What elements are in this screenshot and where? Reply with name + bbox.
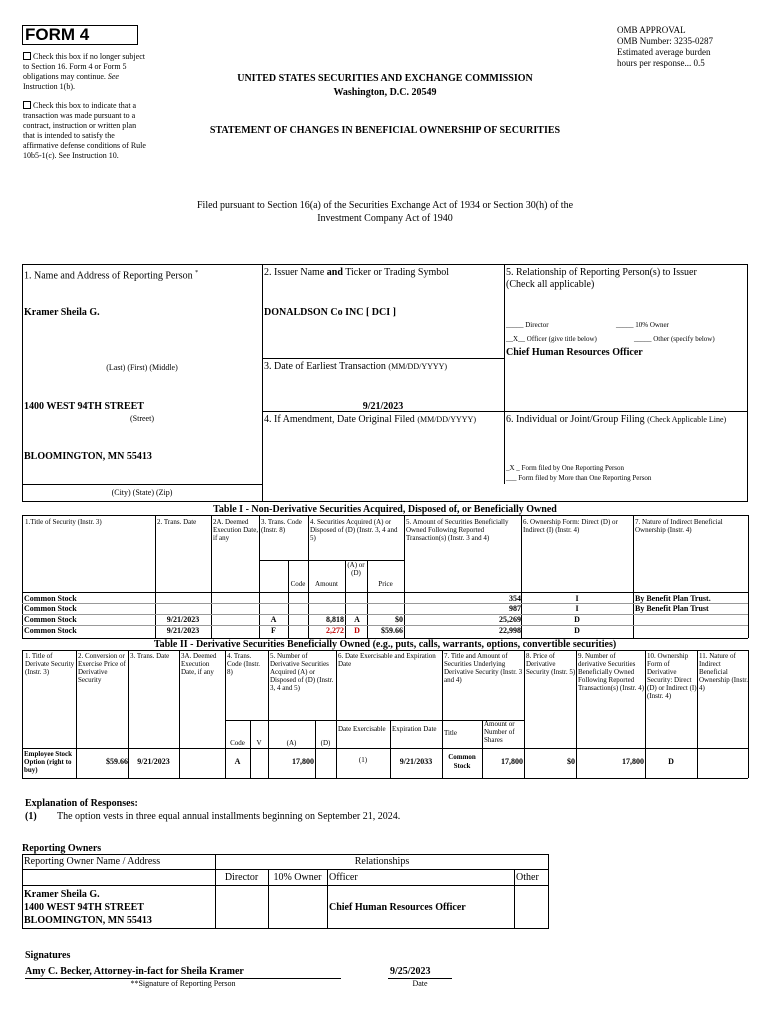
form-title: FORM 4 [25,25,90,44]
table-row [22,625,748,636]
t1-cell-form: I [575,594,579,603]
reporting-street: 1400 WEST 94TH STREET [24,401,144,412]
t1-col-owned: 5. Amount of Securities Beneficially Owned Following Reported Transaction(s) (Instr. 3 and 4) [406,518,509,542]
relationship-label: 5. Relationship of Reporting Person(s) to Issuer (Check all applicable) [506,267,697,290]
rel-10pct-owner: _____ 10% Owner [616,321,669,329]
explanation-title: Explanation of Responses: [25,798,138,809]
street-label: (Street) [130,414,154,423]
rel-officer: __X__ Officer (give title below) [506,335,597,343]
t1-sub-price: Price [378,580,393,588]
t1-col-deemed: 2A. Deemed Execution Date, if any [213,518,259,542]
t2-sub-d: (D) [320,739,331,747]
t1-cell-owned: 22,998 [499,626,521,635]
t2-sub-expiration: Expiration Date [392,725,437,733]
t1-col-acquired: 4. Securities Acquired (A) or Disposed of (D) (Instr. 3, 4 and 5) [310,518,398,542]
signer-name: Amy C. Becker, Attorney-in-fact for Sheila Kramer [25,966,244,977]
t1-cell-amount: 8,818 [326,615,344,624]
table-row [22,614,748,625]
t2-row-deriv-price: $0 [567,757,575,766]
officer-title: Chief Human Resources Officer [506,347,643,358]
t2-sub-v: V [256,739,262,747]
amendment-label: 4. If Amendment, Date Original Filed (MM/DD/YYYY) [264,414,476,425]
t2-col-underlying: 7. Title and Amount of Securities Underlying Derivative Security (Instr. 3 and 4) [444,652,523,684]
t2-col-code: 4. Trans. Code (Instr. 8) [227,652,261,676]
signatures-title: Signatures [25,950,71,961]
t1-cell-nature: By Benefit Plan Trust [635,604,709,613]
t1-cell-code: F [271,626,276,635]
rel-other: _____ Other (specify below) [634,335,715,343]
filing-more-persons: ___ Form filed by More than One Reporting Person [506,474,652,482]
t1-cell-form: I [575,604,579,613]
section16-checkbox[interactable] [23,52,31,60]
table1-title: Table I - Non-Derivative Securities Acquired, Disposed of, or Beneficially Owned [213,504,557,515]
city-label: (City) (State) (Zip) [111,488,173,497]
rule10b5-checkbox-text: Check this box to indicate that a transaction was made pursuant to a contract, instruction or written plan that is intended to satisfy the affirmative defense conditions of Rule 10b5-1(c). See Instruction 10. [23,101,146,160]
issuer-label: 2. Issuer Name and Ticker or Trading Symbol [264,267,450,278]
t1-cell-title: Common Stock [24,626,77,635]
t1-cell-title: Common Stock [24,604,77,613]
t2-col-deemed: 3A. Deemed Execution Date, if any [181,652,217,676]
t1-col-date: 2. Trans. Date [157,518,197,526]
t2-row-a: 17,800 [292,757,314,766]
t1-cell-form: D [574,615,580,624]
filing-label: 6. Individual or Joint/Group Filing (Check Applicable Line) [506,414,727,425]
t2-row-exercisable: (1) [358,756,368,764]
owners-col-director: Director [224,872,259,883]
issuer-name: DONALDSON Co INC [ DCI ] [264,307,396,318]
t2-col-exercisable: 6. Date Exercisable and Expiration Date [338,652,436,668]
t2-col-conversion: 2. Conversion or Exercise Price of Derivative Security [78,652,126,684]
rule10b5-checkbox[interactable] [23,101,31,109]
section16-checkbox-text: Check this box if no longer subject to Section 16. Form 4 or Form 5 obligations may continue. See Instruction 1(b). [23,52,145,91]
table2-title: Table II - Derivative Securities Beneficially Owned (e.g., puts, calls, warrants, options, convertible securities) [153,639,617,650]
t1-sub-amount: Amount [315,580,338,588]
earliest-date-label: 3. Date of Earliest Transaction (MM/DD/YYYY) [264,361,448,372]
owner-officer-title: Chief Human Resources Officer [329,902,466,913]
t2-col-price: 8. Price of Derivative Security (Instr. 5) [526,652,576,676]
agency-name: UNITED STATES SECURITIES AND EXCHANGE COMMISSION [237,73,533,84]
earliest-date: 9/21/2023 [362,401,404,412]
t2-sub-exercisable: Date Exercisable [338,725,386,733]
omb-approval: OMB APPROVAL OMB Number: 3235-0287 Estimated average burden hours per response... 0.5 [617,25,713,68]
t1-cell-nature: By Benefit Plan Trust. [635,594,711,603]
t1-cell-price: $0 [395,615,403,624]
t2-row-owned: 17,800 [622,757,644,766]
filed-pursuant: Filed pursuant to Section 16(a) of the Securities Exchange Act of 1934 or Section 30(h) of the Investment Company Act of 1940 [196,200,574,224]
reporting-info-grid [22,264,748,502]
t1-cell-date: 9/21/2023 [166,615,200,624]
t1-col-nature: 7. Nature of Indirect Beneficial Ownership (Instr. 4) [635,518,723,534]
owners-col-10pct: 10% Owner [273,872,322,883]
t1-cell-ad: A [354,615,360,624]
t2-row-underlying-amount: 17,800 [501,757,523,766]
t1-cell-ad: D [354,626,360,635]
t1-cell-form: D [574,626,580,635]
filing-one-person: _X _ Form filed by One Reporting Person [506,464,625,472]
t1-sub-ad: (A) or (D) [347,561,365,577]
owners-col-name: Reporting Owner Name / Address [24,856,161,867]
date-label: Date [412,979,428,988]
footnote-text: The option vests in three equal annual installments beginning on September 21, 2024. [57,811,401,822]
agency-location: Washington, D.C. 20549 [333,87,437,98]
t1-cell-title: Common Stock [24,594,77,603]
statement-title: STATEMENT OF CHANGES IN BENEFICIAL OWNERSHIP OF SECURITIES [209,125,561,136]
t1-cell-owned: 987 [509,604,521,613]
name-format-label: (Last) (First) (Middle) [106,363,178,372]
t2-col-title: 1. Title of Derivate Security (Instr. 3) [25,652,75,676]
t2-row-expiration: 9/21/2033 [399,757,433,766]
t1-cell-title: Common Stock [24,615,77,624]
owners-col-other: Other [516,872,539,883]
t2-col-form: 10. Ownership Form of Derivative Security: Direct (D) or Indirect (I) (Instr. 4) [647,652,697,700]
t2-row-underlying-title: Common Stock [448,753,476,770]
t2-sub-title: Title [444,729,457,737]
signature-date: 9/25/2023 [390,966,431,977]
t1-cell-date: 9/21/2023 [166,626,200,635]
t2-row-date: 9/21/2023 [137,757,170,766]
t1-sub-code: Code [290,580,306,588]
t2-col-owned: 9. Number of derivative Securities Beneficially Owned Following Reported Transaction(s) (Instr. 4) [578,652,645,692]
t1-cell-owned: 354 [509,594,521,603]
t1-cell-amount: 2,272 [326,626,344,635]
t2-sub-a: (A) [286,739,297,747]
owners-col-relationships: Relationships [354,856,410,867]
owner-address: Kramer Sheila G. 1400 WEST 94TH STREET BLOOMINGTON, MN 55413 [24,889,152,926]
t2-col-nature: 11. Nature of Indirect Beneficial Ownership (Instr. 4) [699,652,748,692]
reporting-person-name: Kramer Sheila G. [24,307,100,318]
rel-director: _____ Director [506,321,549,329]
t1-cell-code: A [270,615,277,624]
reporting-city: BLOOMINGTON, MN 55413 [24,451,152,462]
t2-row-form: D [668,757,674,766]
t1-col-title: 1.Title of Security (Instr. 3) [25,518,102,526]
t2-row-price: $59.66 [106,757,128,766]
t1-col-code: 3. Trans. Code (Instr. 8) [261,518,302,534]
table-row [22,603,748,614]
owners-title: Reporting Owners [22,843,102,854]
t2-row-title: Employee Stock Option (right to buy) [24,750,73,774]
t2-row-code: A [234,757,241,766]
t1-cell-price: $59.66 [381,626,403,635]
t2-col-number: 5. Number of Derivative Securities Acquired (A) or Disposed of (D) (Instr. 3, 4 and 5) [270,652,334,692]
footnote-number: (1) [25,811,37,822]
owners-col-officer: Officer [329,872,358,883]
t2-sub-amount: Amount or Number of Shares [484,720,515,744]
t2-col-date: 3. Trans. Date [130,652,170,660]
t2-sub-code: Code [230,739,245,747]
t1-cell-owned: 25,269 [499,615,521,624]
signature-label: **Signature of Reporting Person [130,979,236,988]
t1-col-form: 6. Ownership Form: Direct (D) or Indirect (I) (Instr. 4) [523,518,618,534]
reporting-person-label: 1. Name and Address of Reporting Person * [24,270,199,282]
